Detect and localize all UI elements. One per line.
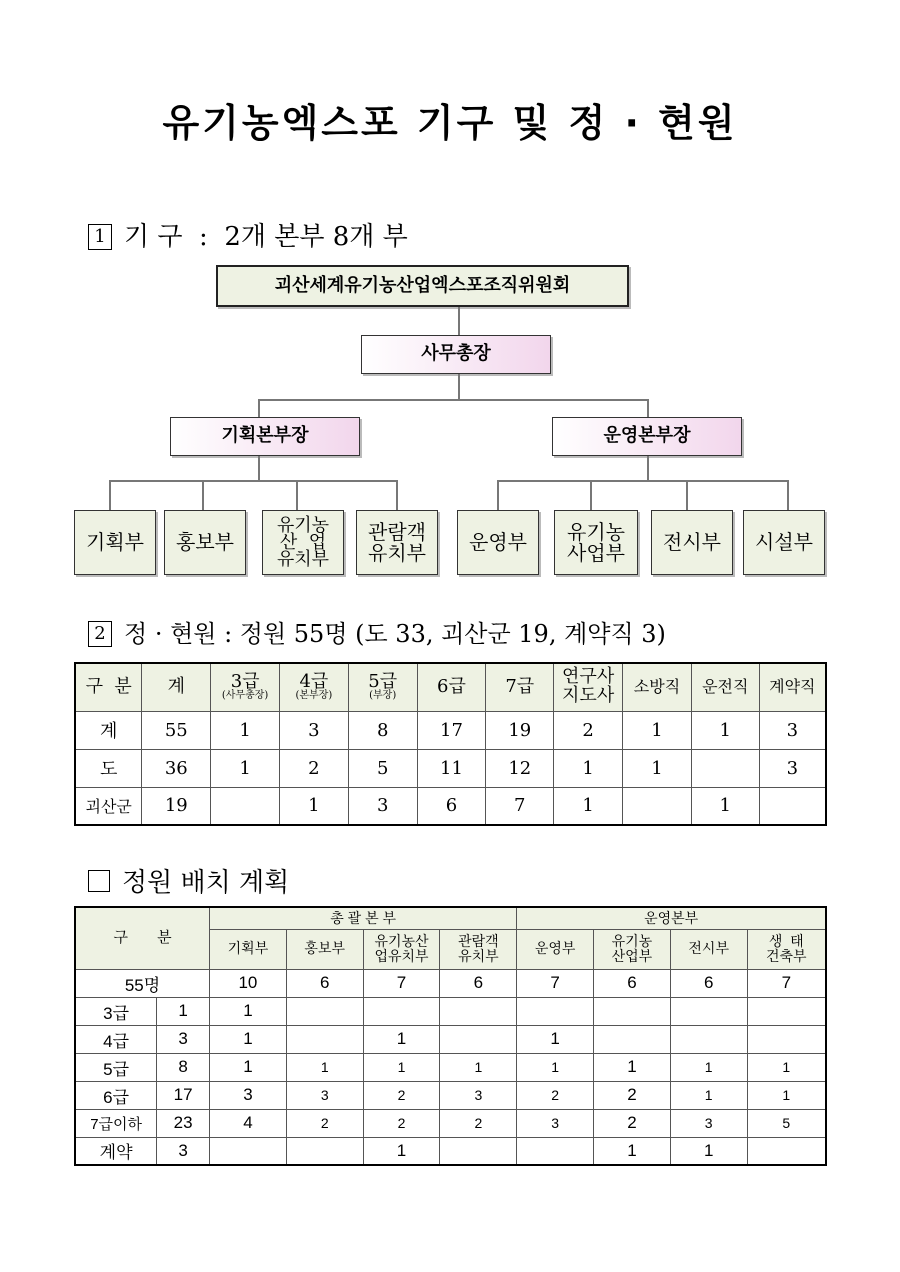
table-cell: 5: [348, 749, 417, 787]
table-cell: 3급: [75, 997, 157, 1025]
table-cell: 1: [280, 787, 349, 825]
checkbox-square-icon: [88, 870, 110, 892]
table-cell: 6: [670, 969, 747, 997]
table-cell: [691, 749, 759, 787]
table-cell: 12: [486, 749, 554, 787]
table-cell: 1: [594, 1053, 671, 1081]
table-cell: 17: [417, 711, 486, 749]
table-cell: 1: [747, 1053, 826, 1081]
table-cell: 10: [210, 969, 287, 997]
section-placement-label: 정원 배치 계획: [122, 868, 290, 898]
staff-header-cell: 구 분: [75, 663, 142, 711]
table-cell: 1: [440, 1053, 517, 1081]
table-cell: [286, 1025, 363, 1053]
table-cell: [623, 787, 692, 825]
placement-table: [74, 906, 827, 1166]
section-placement-heading: [88, 862, 289, 899]
table-cell: 36: [142, 749, 211, 787]
table-cell: 3: [157, 1137, 210, 1165]
table-cell: 3: [670, 1109, 747, 1137]
org-dept-box: 시설부: [743, 510, 825, 575]
table-cell: [517, 1137, 594, 1165]
table-cell: 7: [486, 787, 554, 825]
table-cell: 3: [517, 1109, 594, 1137]
placement-column-header: 생 태 건축부: [747, 929, 826, 969]
staff-header-cell: 계: [142, 663, 211, 711]
placement-column-header: 운영부: [517, 929, 594, 969]
table-cell: 17: [157, 1081, 210, 1109]
org-secretary-box: 사무총장: [361, 335, 551, 374]
table-cell: 2: [594, 1109, 671, 1137]
table-cell: 55명: [75, 969, 210, 997]
table-cell: 1: [670, 1053, 747, 1081]
table-cell: 3: [440, 1081, 517, 1109]
staff-header-cell: 3급 (사무총장): [211, 663, 280, 711]
org-dept-box: 유기농 사업부: [554, 510, 638, 575]
page-title: 유기농엑스포 기구 및 정 · 현원: [162, 101, 738, 145]
table-cell: 3: [759, 711, 826, 749]
placement-column-header: 관람객 유치부: [440, 929, 517, 969]
table-cell: [440, 997, 517, 1025]
table-cell: [670, 1025, 747, 1053]
table-cell: 1: [554, 787, 623, 825]
table-cell: 1: [747, 1081, 826, 1109]
staff-header-cell: 4급 (본부장): [280, 663, 349, 711]
table-cell: [670, 997, 747, 1025]
table-cell: 1: [554, 749, 623, 787]
staff-table-header-row: [75, 663, 826, 711]
placement-column-header: 유기농산 업유치부: [363, 929, 440, 969]
table-cell: 2: [363, 1081, 440, 1109]
table-cell: [363, 997, 440, 1025]
table-cell: 23: [157, 1109, 210, 1137]
placement-group-header: 운영본부: [517, 907, 826, 929]
placement-corner-cell: 구 분: [75, 907, 210, 969]
table-row: [75, 749, 826, 787]
table-cell: 5: [747, 1109, 826, 1137]
table-cell: 1: [210, 997, 287, 1025]
table-cell: 7: [517, 969, 594, 997]
section-number: 1: [88, 224, 112, 250]
table-cell: 1: [517, 1053, 594, 1081]
table-cell: 7: [747, 969, 826, 997]
table-cell: 2: [440, 1109, 517, 1137]
table-row: [75, 1025, 826, 1053]
table-cell: 8: [157, 1053, 210, 1081]
org-dept-box: 유기농 산 업 유치부: [262, 510, 344, 575]
table-cell: [286, 1137, 363, 1165]
table-cell: 1: [623, 749, 692, 787]
table-cell: 3: [210, 1081, 287, 1109]
org-committee-box: 괴산세계유기농산업엑스포조직위원회: [216, 265, 629, 307]
table-cell: 1: [517, 1025, 594, 1053]
table-cell: 1: [363, 1025, 440, 1053]
table-cell: [594, 1025, 671, 1053]
table-row: [75, 1109, 826, 1137]
table-cell: [747, 1137, 826, 1165]
table-cell: 1: [670, 1137, 747, 1165]
table-row: [75, 787, 826, 825]
table-cell: 1: [691, 787, 759, 825]
table-row: [75, 1081, 826, 1109]
table-cell: 6: [417, 787, 486, 825]
table-cell: 1: [286, 1053, 363, 1081]
org-dept-box: 관람객 유치부: [356, 510, 438, 575]
table-row: [75, 997, 826, 1025]
table-cell: 6급: [75, 1081, 157, 1109]
table-cell: 1: [623, 711, 692, 749]
table-cell: 11: [417, 749, 486, 787]
section-staff-heading: [88, 614, 666, 649]
table-cell: [440, 1025, 517, 1053]
staff-header-cell: 7급: [486, 663, 554, 711]
org-dept-box: 기획부: [74, 510, 156, 575]
table-cell: 3: [759, 749, 826, 787]
staff-header-cell: 연구사 지도사: [554, 663, 623, 711]
org-dept-box: 전시부: [651, 510, 733, 575]
placement-column-header: 전시부: [670, 929, 747, 969]
table-cell: 2: [594, 1081, 671, 1109]
table-cell: 1: [211, 749, 280, 787]
staff-header-cell: 운전직: [691, 663, 759, 711]
section-org-heading: [88, 216, 408, 253]
placement-column-header: 홍보부: [286, 929, 363, 969]
table-cell: 1: [211, 711, 280, 749]
table-row: [75, 711, 826, 749]
table-cell: [210, 1137, 287, 1165]
table-cell: 3: [348, 787, 417, 825]
table-cell: 계: [75, 711, 142, 749]
table-cell: 19: [486, 711, 554, 749]
placement-group-header: 총 괄 본 부: [210, 907, 517, 929]
placement-total-row: [75, 969, 826, 997]
table-cell: 3: [280, 711, 349, 749]
table-cell: 도: [75, 749, 142, 787]
table-cell: 6: [594, 969, 671, 997]
table-cell: [594, 997, 671, 1025]
table-cell: 1: [670, 1081, 747, 1109]
table-cell: 1: [157, 997, 210, 1025]
table-cell: 2: [280, 749, 349, 787]
table-cell: 1: [210, 1025, 287, 1053]
table-cell: 1: [691, 711, 759, 749]
table-cell: 8: [348, 711, 417, 749]
table-cell: [759, 787, 826, 825]
org-planning-hq-box: 기획본부장: [170, 417, 360, 456]
table-cell: 3: [286, 1081, 363, 1109]
org-dept-box: 홍보부: [164, 510, 246, 575]
table-cell: 7급이하: [75, 1109, 157, 1137]
table-cell: 괴산군: [75, 787, 142, 825]
table-cell: 1: [210, 1053, 287, 1081]
staff-header-cell: 5급 (부장): [348, 663, 417, 711]
table-cell: 19: [142, 787, 211, 825]
table-cell: 4: [210, 1109, 287, 1137]
table-cell: 2: [363, 1109, 440, 1137]
section-org-label: 기 구 : 2개 본부 8개 부: [124, 222, 408, 252]
table-cell: 3: [157, 1025, 210, 1053]
table-cell: [747, 997, 826, 1025]
table-cell: [440, 1137, 517, 1165]
table-cell: 55: [142, 711, 211, 749]
staff-header-cell: 6급: [417, 663, 486, 711]
table-cell: 6: [440, 969, 517, 997]
section-number: 2: [88, 621, 112, 647]
table-cell: 7: [363, 969, 440, 997]
table-cell: 1: [363, 1053, 440, 1081]
table-cell: 계약: [75, 1137, 157, 1165]
placement-group-header-row: [75, 907, 826, 929]
staff-header-cell: 계약직: [759, 663, 826, 711]
org-operations-hq-box: 운영본부장: [552, 417, 742, 456]
staff-table: [74, 662, 827, 826]
placement-column-header: 유기농 산업부: [594, 929, 671, 969]
placement-column-header: 기획부: [210, 929, 287, 969]
table-cell: 2: [554, 711, 623, 749]
table-cell: [517, 997, 594, 1025]
table-cell: [747, 1025, 826, 1053]
table-cell: [211, 787, 280, 825]
table-cell: [286, 997, 363, 1025]
table-cell: 2: [517, 1081, 594, 1109]
table-cell: 2: [286, 1109, 363, 1137]
table-cell: 1: [363, 1137, 440, 1165]
table-row: [75, 1137, 826, 1165]
section-staff-label: 정 · 현원 : 정원 55명 (도 33, 괴산군 19, 계약직 3): [124, 620, 666, 648]
table-cell: 6: [286, 969, 363, 997]
table-row: [75, 1053, 826, 1081]
table-cell: 5급: [75, 1053, 157, 1081]
staff-header-cell: 소방직: [623, 663, 692, 711]
table-cell: 1: [594, 1137, 671, 1165]
table-cell: 4급: [75, 1025, 157, 1053]
org-dept-box: 운영부: [457, 510, 539, 575]
